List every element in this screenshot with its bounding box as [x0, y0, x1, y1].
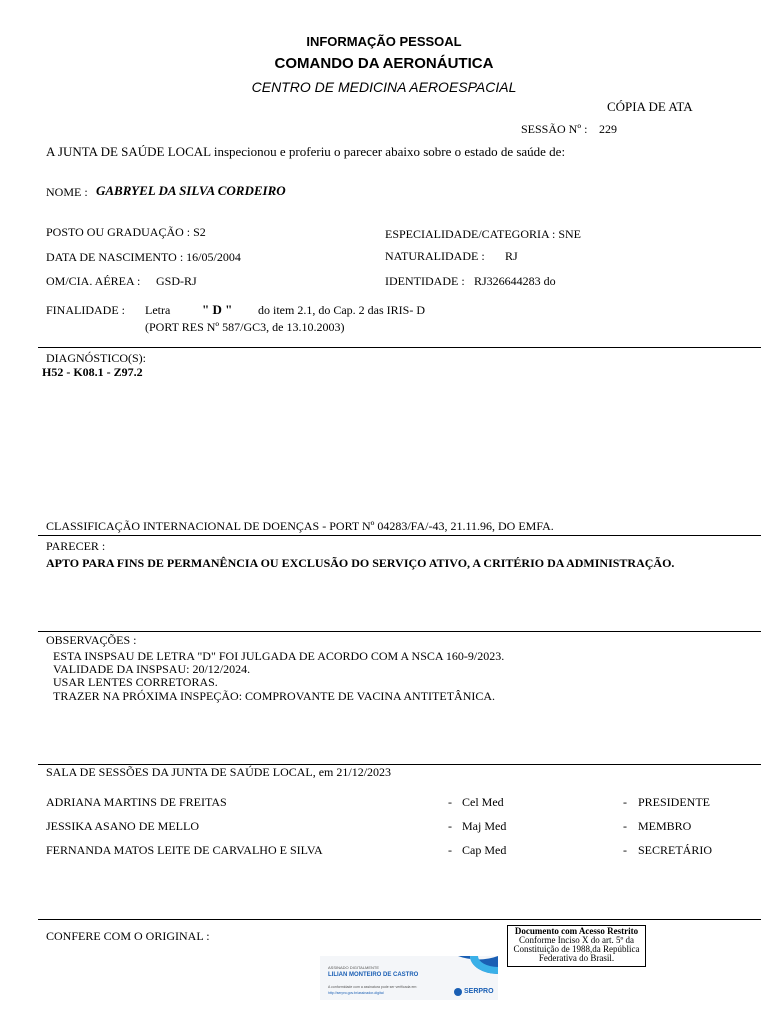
observation-line: VALIDADE DA INSPSAU: 20/12/2024.: [53, 662, 251, 676]
observations-label: OBSERVAÇÕES :: [46, 633, 137, 647]
specialty-field: ESPECIALIDADE/CATEGORIA : SNE: [385, 227, 582, 241]
identity-label: IDENTIDADE :: [385, 274, 465, 288]
confere-label: CONFERE COM O ORIGINAL :: [46, 929, 210, 943]
header-line-1: INFORMAÇÃO PESSOAL: [306, 34, 462, 49]
purpose-port: (PORT RES Nº 587/GC3, de 13.10.2003): [145, 320, 345, 334]
name-label: NOME :: [46, 185, 88, 199]
member-name: FERNANDA MATOS LEITE DE CARVALHO E SILVA: [46, 843, 323, 857]
member-dash: -: [448, 819, 452, 833]
intro-board: A JUNTA DE SAÚDE LOCAL: [46, 144, 211, 159]
restricted-title: Documento com Acesso Restrito: [514, 926, 639, 936]
header-line-2: COMANDO DA AERONÁUTICA: [274, 55, 494, 72]
session-room: SALA DE SESSÕES DA JUNTA DE SAÚDE LOCAL, em 21/12/2023: [46, 765, 392, 779]
restricted-access-box: [507, 925, 646, 967]
member-rank: Maj Med: [462, 819, 507, 833]
cid-classification: CLASSIFICAÇÃO INTERNACIONAL DE DOENÇAS - PORT Nº 04283/FA/-43, 21.11.96, DO EMFA.: [46, 519, 554, 533]
stamp-name: LILIAN MONTEIRO DE CASTRO: [328, 972, 419, 978]
stamp-url: http://serpro.gov.br/assinador-digital: [328, 991, 384, 995]
name-value: GABRYEL DA SILVA CORDEIRO: [96, 183, 286, 198]
rank-field: POSTO OU GRADUAÇÃO : S2: [46, 225, 206, 239]
intro-suffix: inspecionou e proferiu o parecer abaixo sobre o estado de saúde de:: [213, 144, 566, 159]
naturality-value: RJ: [505, 249, 518, 263]
purpose-letra: Letra: [145, 303, 171, 317]
observation-line: TRAZER NA PRÓXIMA INSPEÇÃO: COMPROVANTE DE VACINA ANTITETÂNICA.: [53, 689, 496, 703]
divider: [38, 535, 761, 536]
diagnosis-label: DIAGNÓSTICO(S):: [46, 351, 146, 365]
observation-line: ESTA INSPSAU DE LETRA "D" FOI JULGADA DE ACORDO COM A NSCA 160-9/2023.: [53, 649, 505, 663]
member-name: ADRIANA MARTINS DE FREITAS: [46, 795, 227, 809]
header-line-3: CENTRO DE MEDICINA AEROESPACIAL: [251, 79, 517, 95]
stamp-brand: SERPRO: [464, 988, 494, 995]
member-rank: Cap Med: [462, 843, 507, 857]
member-dash: -: [448, 795, 452, 809]
restricted-text: Federativa do Brasil.: [538, 953, 615, 963]
member-role: PRESIDENTE: [638, 795, 710, 809]
purpose-letter: " D ": [202, 302, 233, 317]
member-name: JESSIKA ASANO DE MELLO: [46, 819, 200, 833]
member-role: MEMBRO: [638, 819, 692, 833]
copy-label: CÓPIA DE ATA: [607, 99, 693, 114]
restricted-text: Constituição de 1988,da República: [513, 944, 640, 954]
stamp-note: A conformidade com a assinatura pode ser verificada em:: [328, 985, 418, 989]
divider: [38, 347, 761, 348]
session-label: SESSÃO Nº :: [521, 122, 588, 136]
stamp-title: ASSINADO DIGITALMENTE: [328, 965, 380, 970]
observation-line: USAR LENTES CORRETORAS.: [53, 675, 218, 689]
naturality-label: NATURALIDADE :: [385, 249, 485, 263]
parecer-label: PARECER :: [46, 539, 106, 553]
identity-value: RJ326644283 do: [474, 274, 556, 288]
digital-signature-stamp: [320, 956, 498, 1000]
stamp-arc-icon: [458, 956, 498, 982]
diagnosis-codes: H52 - K08.1 - Z97.2: [42, 365, 143, 379]
member-dash: -: [448, 843, 452, 857]
intro-text: [46, 144, 565, 160]
serpro-logo-icon: [454, 988, 462, 996]
session-value: 229: [599, 122, 617, 136]
divider: [38, 919, 761, 920]
divider: [38, 631, 761, 632]
restricted-text: Conforme Inciso X do art. 5º da: [518, 935, 634, 945]
purpose-item: do item 2.1, do Cap. 2 das IRIS- D: [258, 303, 425, 317]
birth-field: DATA DE NASCIMENTO : 16/05/2004: [46, 250, 241, 264]
om-value: GSD-RJ: [156, 274, 197, 288]
om-label: OM/CIA. AÉREA :: [46, 274, 141, 288]
member-dash: -: [623, 795, 627, 809]
member-rank: Cel Med: [462, 795, 504, 809]
purpose-label: FINALIDADE :: [46, 303, 125, 317]
member-dash: -: [623, 819, 627, 833]
member-dash: -: [623, 843, 627, 857]
member-role: SECRETÁRIO: [638, 843, 713, 857]
parecer-text: APTO PARA FINS DE PERMANÊNCIA OU EXCLUSÃO DO SERVIÇO ATIVO, A CRITÉRIO DA ADMINISTRAÇÃO.: [46, 556, 675, 570]
